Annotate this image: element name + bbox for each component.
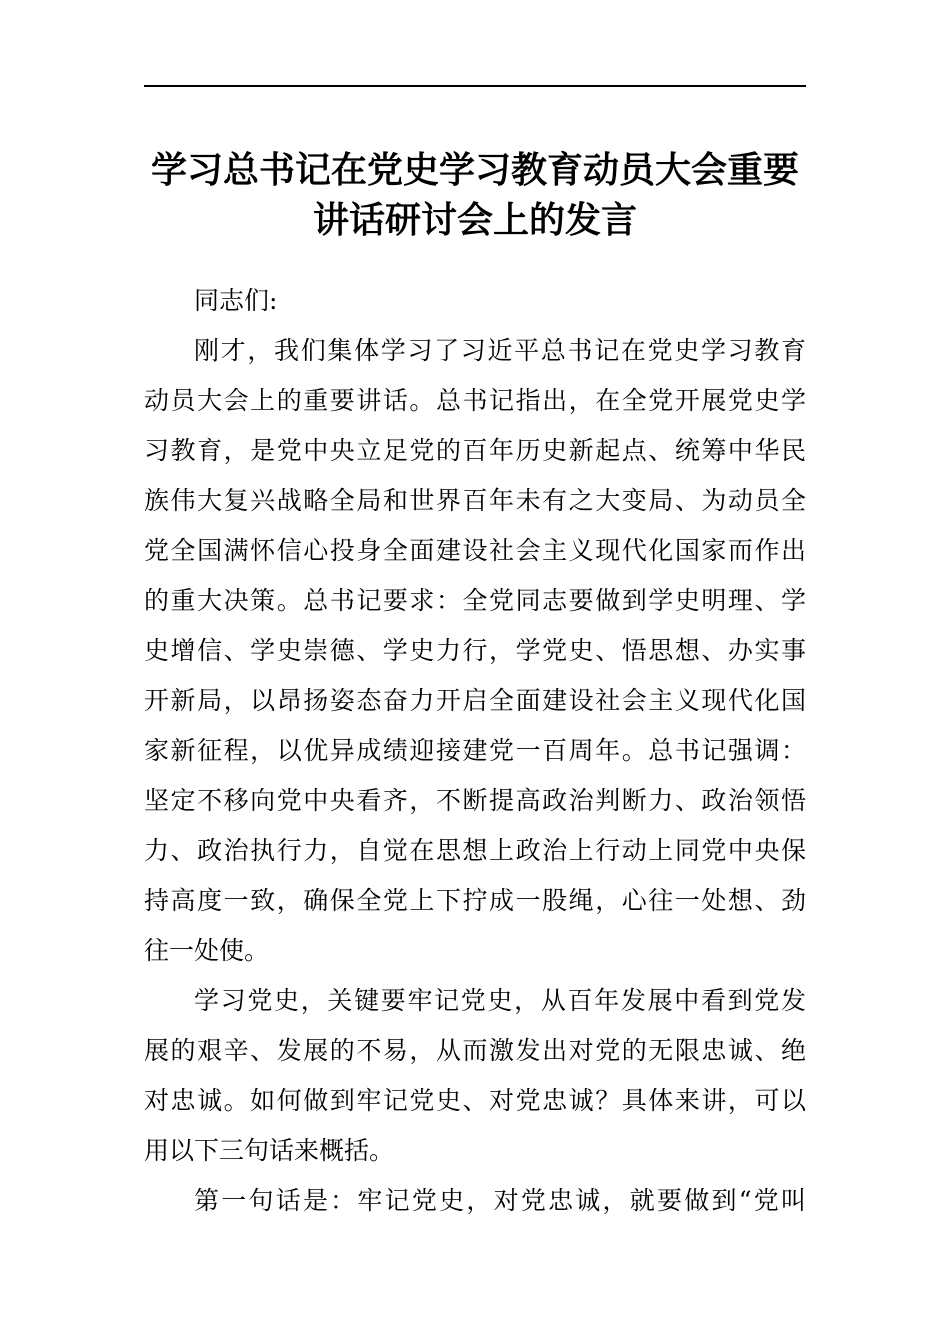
text-line: 展的艰辛、发展的不易，从而激发出对党的无限忠诚、绝 xyxy=(144,1036,806,1065)
text-line: 用以下三句话来概括。 xyxy=(144,1136,395,1165)
header-rule xyxy=(144,85,806,87)
text-line: 习教育，是党中央立足党的百年历史新起点、统筹中华民 xyxy=(144,436,806,465)
text-line: 史增信、学史崇德、学史力行，学党史、悟思想、办实事 xyxy=(144,636,806,665)
text-line: 第一句话是：牢记党史，对党忠诚，就要做到“党叫 xyxy=(194,1186,806,1215)
text-line: 动员大会上的重要讲话。总书记指出，在全党开展党史学 xyxy=(144,386,806,415)
document-title xyxy=(144,146,806,246)
paragraph xyxy=(144,1176,806,1226)
title-line: 学习总书记在党史学习教育动员大会重要 xyxy=(150,150,799,191)
document-body xyxy=(144,276,806,1226)
paragraph xyxy=(144,326,806,976)
text-line: 的重大决策。总书记要求：全党同志要做到学史明理、学 xyxy=(144,586,806,615)
salutation: 同志们: xyxy=(194,286,278,315)
text-line: 家新征程，以优异成绩迎接建党一百周年。总书记强调： xyxy=(144,736,806,765)
text-line: 力、政治执行力，自觉在思想上政治上行动上同党中央保 xyxy=(144,836,806,865)
text-line: 党全国满怀信心投身全面建设社会主义现代化国家而作出 xyxy=(144,536,806,565)
text-line: 刚才，我们集体学习了习近平总书记在党史学习教育 xyxy=(194,336,806,365)
paragraph xyxy=(144,976,806,1176)
text-line: 对忠诚。如何做到牢记党史、对党忠诚？具体来讲，可以 xyxy=(144,1086,806,1115)
text-line: 族伟大复兴战略全局和世界百年未有之大变局、为动员全 xyxy=(144,486,806,515)
text-line: 学习党史，关键要牢记党史，从百年发展中看到党发 xyxy=(194,986,806,1015)
text-line: 坚定不移向党中央看齐，不断提高政治判断力、政治领悟 xyxy=(144,786,806,815)
text-line: 持高度一致，确保全党上下拧成一股绳，心往一处想、劲 xyxy=(144,886,806,915)
text-line: 开新局，以昂扬姿态奋力开启全面建设社会主义现代化国 xyxy=(144,686,806,715)
text-line: 往一处使。 xyxy=(144,936,270,965)
title-line: 讲话研讨会上的发言 xyxy=(312,200,637,241)
